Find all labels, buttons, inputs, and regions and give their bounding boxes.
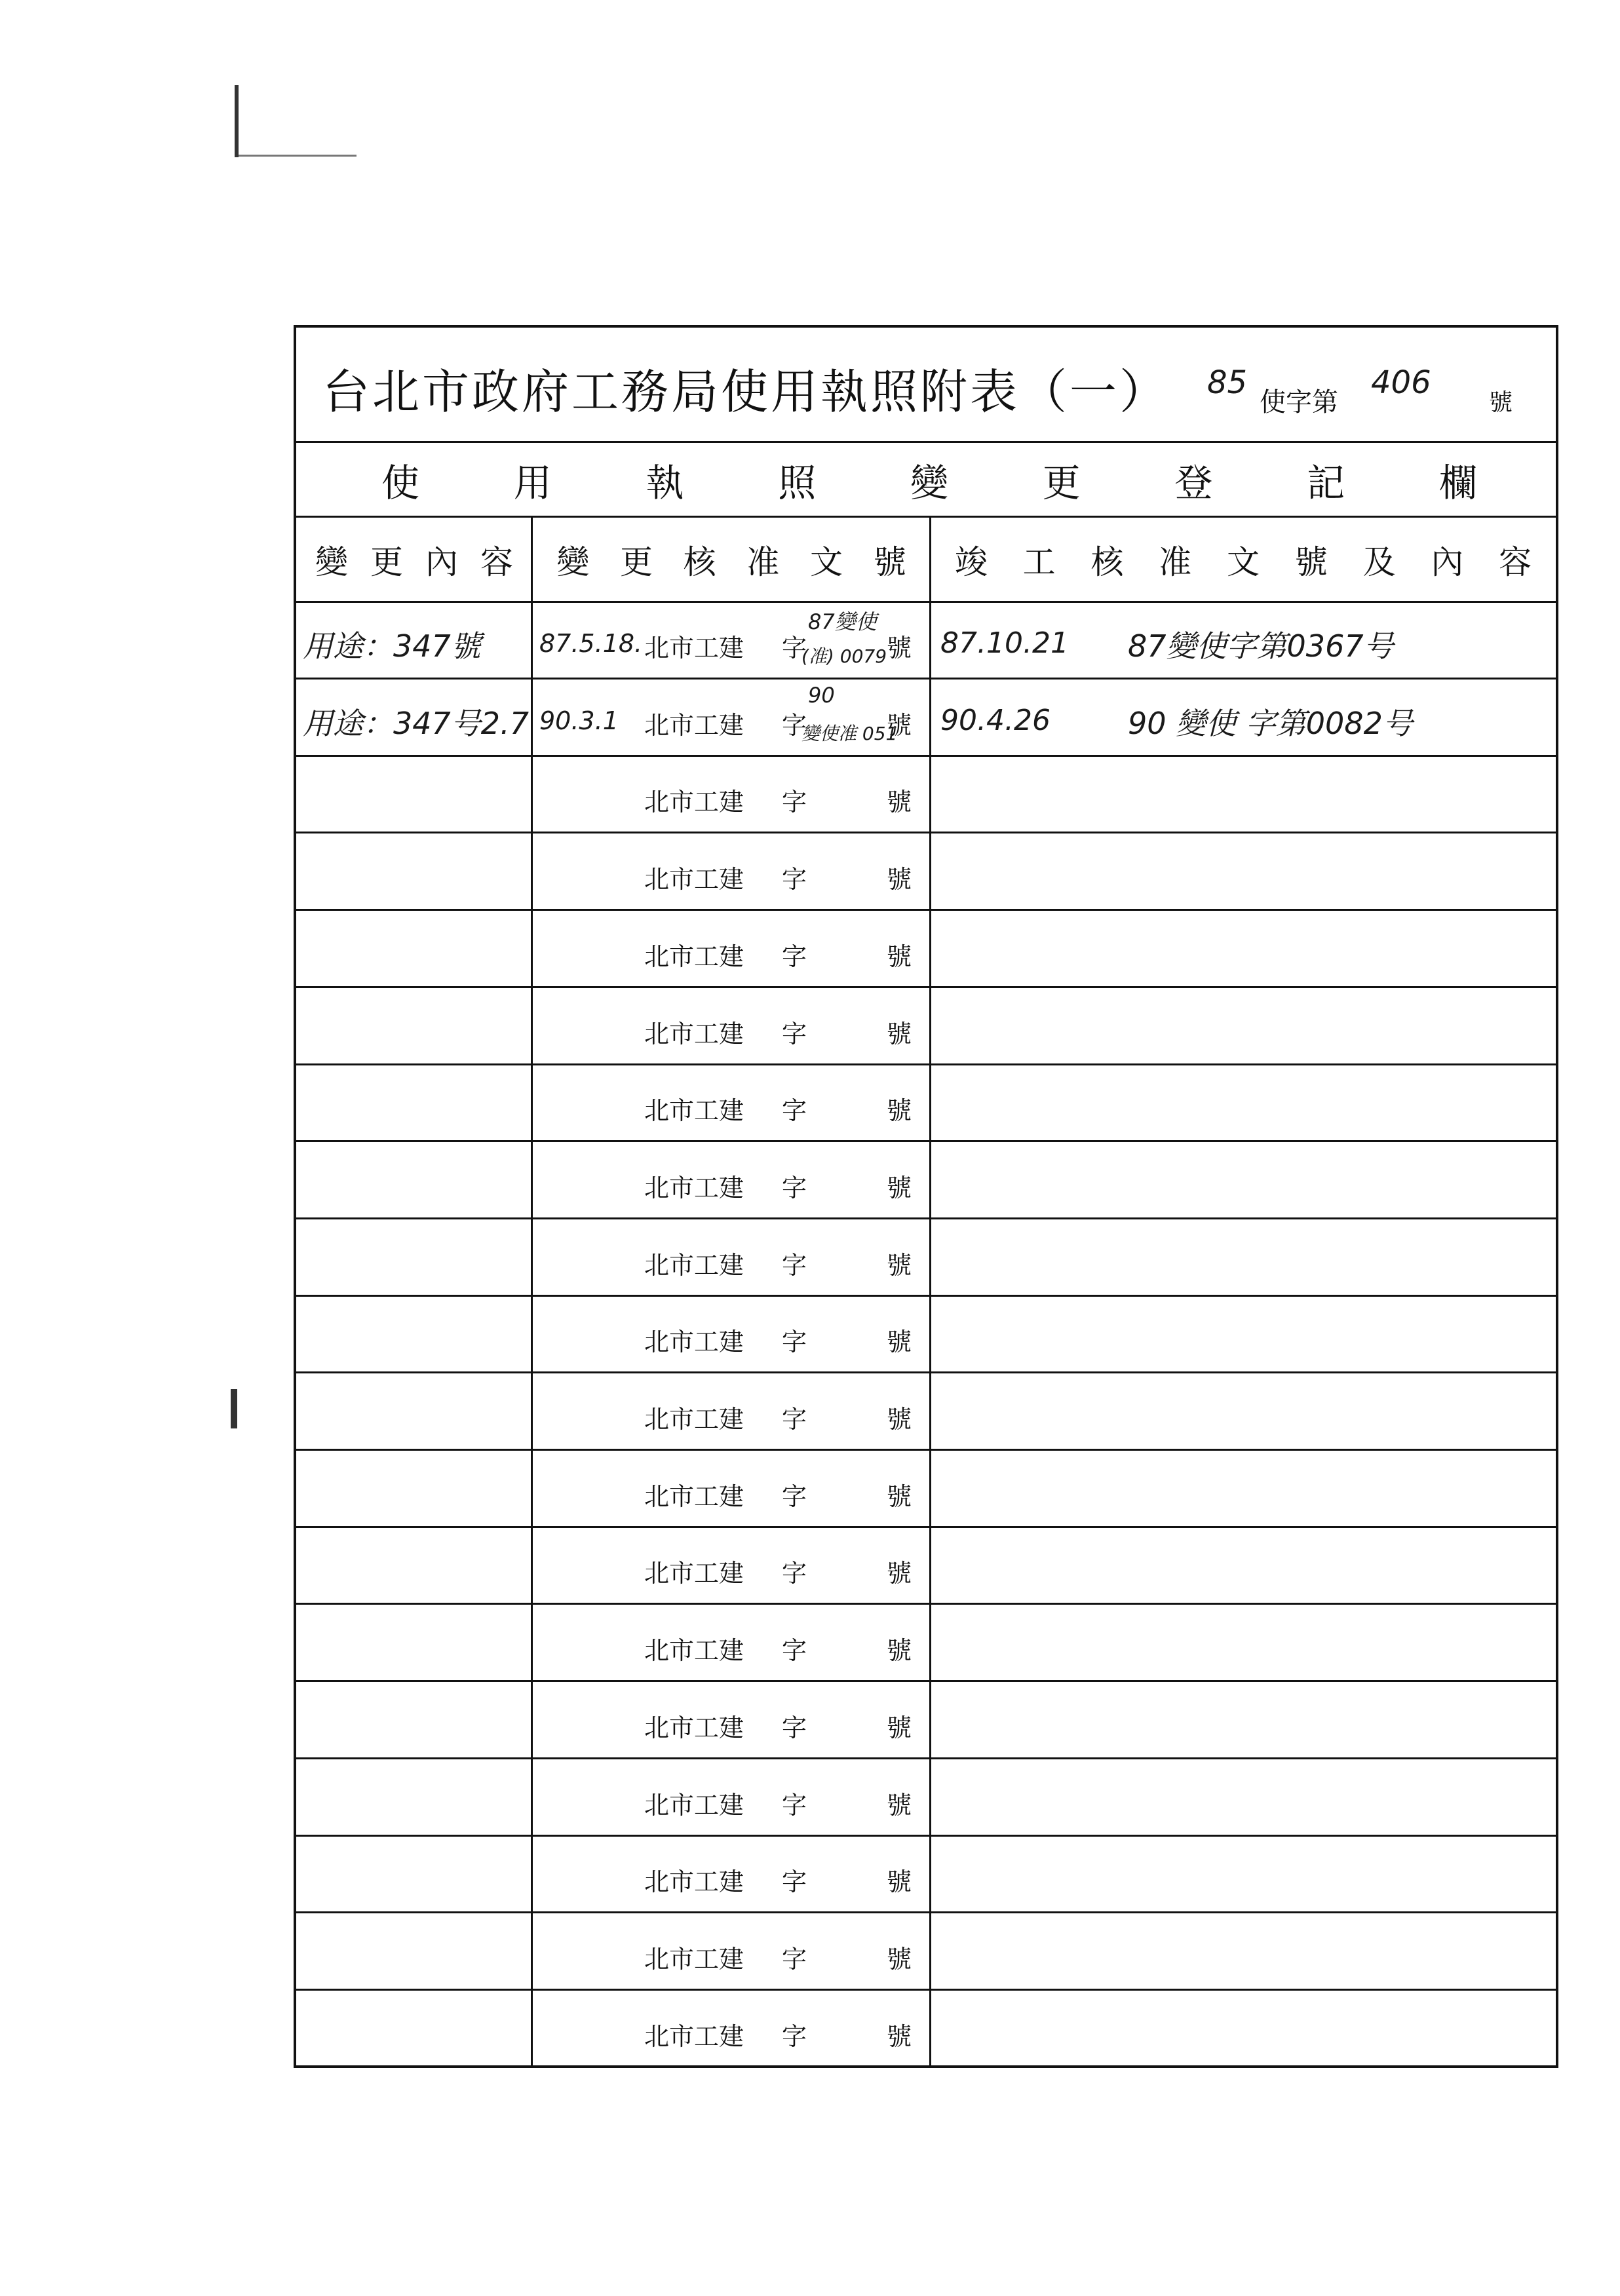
doc-zi: 字 <box>782 1636 807 1666</box>
change-content-cell <box>296 1991 531 2068</box>
table-row <box>296 603 1556 679</box>
completion-cell <box>931 603 1556 678</box>
completion-cell <box>931 1374 1556 1449</box>
approval-doc-cell <box>533 680 929 755</box>
table-row <box>296 1220 1556 1297</box>
doc-prefix: 北市工建 <box>644 1328 744 1357</box>
change-content-cell <box>296 1760 531 1835</box>
doc-prefix: 北市工建 <box>644 1405 744 1434</box>
approval-doc-cell <box>533 834 929 909</box>
approval-doc-cell <box>533 1605 929 1680</box>
approval-doc-cell <box>533 1451 929 1526</box>
approval-doc-cell <box>533 1683 929 1757</box>
scan-mark <box>239 155 357 157</box>
completion-text: 90 變使 字第0082号 <box>1128 705 1413 741</box>
completion-cell <box>931 680 1556 755</box>
header-char: 准 <box>1159 543 1192 581</box>
license-number: 406 <box>1371 364 1431 401</box>
approval-doc-cell <box>533 1065 929 1140</box>
approval-doc-cell <box>533 1837 929 1911</box>
completion-cell <box>931 1683 1556 1757</box>
doc-prefix: 北市工建 <box>644 1944 744 1974</box>
doc-hao: 號 <box>887 1867 912 1897</box>
subtitle-char: 更 <box>1042 460 1081 505</box>
subtitle-char: 欄 <box>1438 460 1477 505</box>
form-title: 台北市政府工務局使用執照附表（一） <box>322 364 1170 419</box>
doc-zi: 字 <box>782 1867 807 1897</box>
header-char: 核 <box>1090 543 1124 581</box>
approval-date: 87.5.18. <box>539 629 643 658</box>
header-completion <box>931 518 1556 601</box>
scan-mark <box>231 1389 237 1428</box>
doc-zi: 字 <box>782 1019 807 1048</box>
approval-doc-cell <box>533 603 929 678</box>
doc-prefix: 北市工建 <box>644 1482 744 1511</box>
header-char: 號 <box>873 543 906 581</box>
doc-prefix: 北市工建 <box>644 788 744 817</box>
doc-prefix: 北市工建 <box>644 1713 744 1742</box>
doc-hao: 號 <box>887 1944 912 1974</box>
approval-doc-cell <box>533 1143 929 1217</box>
header-approval-doc <box>532 518 931 601</box>
change-content-cell <box>296 1528 531 1603</box>
doc-zi: 字 <box>782 634 807 662</box>
change-content-cell <box>296 1297 531 1371</box>
completion-cell <box>931 1065 1556 1140</box>
doc-prefix: 北市工建 <box>644 1250 744 1280</box>
completion-cell <box>931 1760 1556 1835</box>
change-content-cell <box>296 1605 531 1680</box>
table-row <box>296 1683 1556 1759</box>
table-row <box>296 680 1556 757</box>
header-char: 准 <box>746 543 780 581</box>
completion-cell <box>931 757 1556 832</box>
license-prefix: 使字第 <box>1260 387 1338 417</box>
approval-doc-cell <box>533 1220 929 1295</box>
doc-zi: 字 <box>782 1405 807 1434</box>
header-char: 容 <box>480 543 513 581</box>
table-row <box>296 1760 1556 1837</box>
doc-hao: 號 <box>887 788 912 817</box>
header-char: 更 <box>370 543 403 581</box>
table-row <box>296 1914 1556 1991</box>
header-char: 號 <box>1294 543 1328 581</box>
doc-prefix: 北市工建 <box>644 1790 744 1820</box>
table-row <box>296 1297 1556 1373</box>
approval-doc-cell <box>533 1914 929 1989</box>
table-row <box>296 1143 1556 1219</box>
doc-prefix: 北市工建 <box>644 1867 744 1897</box>
doc-zi: 字 <box>782 1713 807 1742</box>
change-content-cell <box>296 911 531 986</box>
table-row <box>296 1528 1556 1605</box>
completion-cell <box>931 1991 1556 2068</box>
completion-cell <box>931 1528 1556 1603</box>
table-row <box>296 1065 1556 1142</box>
header-char: 更 <box>620 543 653 581</box>
table-row <box>296 1837 1556 1913</box>
subtitle-char: 使 <box>381 460 420 505</box>
header-char: 文 <box>1227 543 1260 581</box>
doc-hao: 號 <box>887 1482 912 1511</box>
header-change-content <box>296 518 532 601</box>
doc-zi: 字 <box>782 1096 807 1126</box>
table-row <box>296 1451 1556 1528</box>
approval-doc-cell <box>533 1374 929 1449</box>
title-row <box>296 328 1556 443</box>
change-content-cell <box>296 1837 531 1911</box>
change-content-cell <box>296 834 531 909</box>
completion-date: 87.10.21 <box>940 626 1069 660</box>
doc-hao: 號 <box>887 1405 912 1434</box>
completion-cell <box>931 989 1556 1063</box>
doc-zi: 字 <box>782 1173 807 1202</box>
header-char: 文 <box>810 543 843 581</box>
doc-hao: 號 <box>887 1559 912 1588</box>
approval-number-bottom: (准) 0079 <box>801 645 887 667</box>
change-content-text: 用途：347號 <box>303 628 481 664</box>
completion-cell <box>931 1451 1556 1526</box>
approval-number-bottom: 變使准 051 <box>801 722 898 744</box>
change-content-cell <box>296 1374 531 1449</box>
header-char: 變 <box>315 543 348 581</box>
license-suffix: 號 <box>1489 389 1513 416</box>
table-row <box>296 757 1556 833</box>
doc-hao: 號 <box>887 1713 912 1742</box>
completion-cell <box>931 1220 1556 1295</box>
subtitle-row <box>296 443 1556 518</box>
doc-zi: 字 <box>782 942 807 971</box>
approval-doc-cell <box>533 1528 929 1603</box>
change-content-cell <box>296 680 531 755</box>
subtitle-char: 照 <box>778 460 817 505</box>
change-content-cell <box>296 1143 531 1217</box>
subtitle-char: 登 <box>1174 460 1213 505</box>
subtitle-char: 執 <box>646 460 684 505</box>
change-content-cell <box>296 989 531 1063</box>
change-content-cell <box>296 1451 531 1526</box>
completion-cell <box>931 834 1556 909</box>
doc-zi: 字 <box>782 1559 807 1588</box>
table-row <box>296 911 1556 988</box>
doc-hao: 號 <box>887 1019 912 1048</box>
doc-hao: 號 <box>887 865 912 894</box>
doc-hao: 號 <box>887 2021 912 2051</box>
approval-doc-cell <box>533 757 929 832</box>
completion-cell <box>931 911 1556 986</box>
doc-hao: 號 <box>887 1096 912 1126</box>
approval-doc-cell <box>533 1760 929 1835</box>
completion-cell <box>931 1837 1556 1911</box>
completion-cell <box>931 1297 1556 1371</box>
doc-prefix: 北市工建 <box>644 1173 744 1202</box>
doc-prefix: 北市工建 <box>644 2021 744 2051</box>
completion-date: 90.4.26 <box>940 703 1051 737</box>
change-content-cell <box>296 603 531 678</box>
table-row <box>296 1605 1556 1682</box>
change-content-cell <box>296 1065 531 1140</box>
header-char: 內 <box>425 543 458 581</box>
approval-date: 90.3.1 <box>539 706 619 735</box>
table-row <box>296 989 1556 1065</box>
doc-prefix: 北市工建 <box>644 1636 744 1666</box>
approval-doc-cell <box>533 1297 929 1371</box>
doc-hao: 號 <box>887 710 912 740</box>
header-char: 核 <box>683 543 716 581</box>
approval-doc-cell <box>533 989 929 1063</box>
license-year: 85 <box>1207 364 1248 401</box>
doc-zi: 字 <box>782 1482 807 1511</box>
completion-cell <box>931 1143 1556 1217</box>
header-char: 內 <box>1431 543 1464 581</box>
completion-cell <box>931 1605 1556 1680</box>
doc-hao: 號 <box>887 1250 912 1280</box>
doc-zi: 字 <box>782 710 807 740</box>
change-content-cell <box>296 1220 531 1295</box>
doc-prefix: 北市工建 <box>644 1019 744 1048</box>
header-char: 容 <box>1499 543 1532 581</box>
doc-zi: 字 <box>782 865 807 894</box>
approval-number-top: 87變使 <box>808 609 877 634</box>
change-content-text: 用途：347号2.7 <box>303 705 529 741</box>
doc-hao: 號 <box>887 1636 912 1666</box>
change-content-cell <box>296 757 531 832</box>
subtitle-char: 變 <box>910 460 948 505</box>
doc-zi: 字 <box>782 1790 807 1820</box>
doc-prefix: 北市工建 <box>644 710 744 740</box>
completion-cell <box>931 1914 1556 1989</box>
change-content-cell <box>296 1914 531 1989</box>
doc-prefix: 北市工建 <box>644 865 744 894</box>
doc-prefix: 北市工建 <box>644 1559 744 1588</box>
doc-hao: 號 <box>887 634 912 662</box>
usage-license-form <box>294 325 1558 2068</box>
approval-doc-cell <box>533 911 929 986</box>
doc-zi: 字 <box>782 1328 807 1357</box>
doc-prefix: 北市工建 <box>644 634 744 662</box>
table-row <box>296 834 1556 911</box>
header-char: 變 <box>556 543 590 581</box>
doc-zi: 字 <box>782 1250 807 1280</box>
doc-prefix: 北市工建 <box>644 1096 744 1126</box>
subtitle-char: 記 <box>1307 460 1345 505</box>
doc-hao: 號 <box>887 1173 912 1202</box>
doc-zi: 字 <box>782 1944 807 1974</box>
header-char: 及 <box>1362 543 1396 581</box>
header-char: 工 <box>1022 543 1056 581</box>
doc-zi: 字 <box>782 2021 807 2051</box>
doc-hao: 號 <box>887 1328 912 1357</box>
subtitle-char: 用 <box>513 460 552 505</box>
approval-number-top: 90 <box>808 682 835 708</box>
doc-hao: 號 <box>887 942 912 971</box>
doc-zi: 字 <box>782 788 807 817</box>
table-row <box>296 1991 1556 2068</box>
registration-rows <box>296 603 1556 2068</box>
scan-mark <box>235 85 239 157</box>
table-row <box>296 1374 1556 1451</box>
approval-doc-cell <box>533 1991 929 2068</box>
doc-prefix: 北市工建 <box>644 942 744 971</box>
header-char: 竣 <box>954 543 988 581</box>
completion-text: 87變使字第0367号 <box>1128 628 1394 664</box>
change-content-cell <box>296 1683 531 1757</box>
header-row <box>296 518 1556 603</box>
doc-hao: 號 <box>887 1790 912 1820</box>
